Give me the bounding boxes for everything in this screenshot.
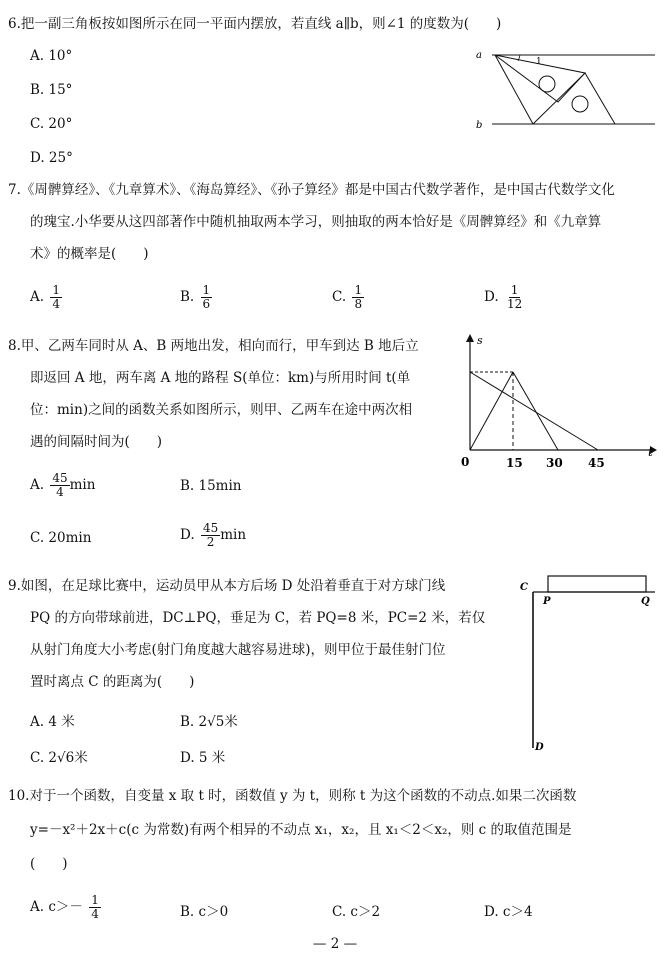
q9-label-c: C xyxy=(520,582,528,593)
q9-line3: 从射门角度大小考虑(射门角度越大越容易进球)，则甲位于最佳射门位 xyxy=(30,642,446,658)
q9-option-b: B. 2√5米 xyxy=(180,714,238,730)
q10-option-c: C. c＞2 xyxy=(332,904,381,920)
q10-option-d: D. c＞4 xyxy=(484,904,533,920)
q10-option-b: B. c＞0 xyxy=(180,904,229,920)
q10-line1: 10.对于一个函数，自变量 x 取 t 时，函数值 y 为 t，则称 t 为这个函数的不动点.如果二次函数 xyxy=(8,788,577,804)
q6-slant-line xyxy=(495,55,533,124)
q8-graph xyxy=(455,330,660,475)
q6-label-a: a xyxy=(476,50,482,61)
q10-option-a: A. c＞－ $\frac{1}{4}$ xyxy=(30,893,99,921)
q7-line1: 7.《周髀算经》、《九章算术》、《海岛算经》、《孙子算经》都是中国古代数学著作，是中国古代数学文化 xyxy=(8,182,615,198)
q6-option-d: D. 25° xyxy=(30,150,73,166)
q6-option-a: A. 10° xyxy=(30,48,73,64)
q7-option-a: A. $\frac{1}{4}$ xyxy=(30,283,60,311)
q8-origin-label: 0 xyxy=(461,455,470,469)
q8-tick-45: 45 xyxy=(588,456,605,470)
q8-line3: 位：min)之间的函数关系如图所示，则甲、乙两车在途中两次相 xyxy=(30,402,413,418)
q7-option-d: D. $\frac{1}{12}$ xyxy=(484,283,523,311)
q8-option-d: D. $\frac{45}{2}$ min xyxy=(180,521,247,549)
q6-option-c: C. 20° xyxy=(30,116,73,132)
q6-figure xyxy=(470,40,660,140)
q9-option-d: D. 5 米 xyxy=(180,750,226,766)
q9-line2: PQ 的方向带球前进，DC⊥PQ，垂足为 C，若 PQ=8 米，PC=2 米，若仅 xyxy=(30,610,486,626)
q7-option-b: B. $\frac{1}{6}$ xyxy=(180,283,211,311)
q6-label-b: b xyxy=(476,120,483,131)
q9-line4: 置时离点 C 的距离为( ) xyxy=(30,674,195,690)
q8-tick-30: 30 xyxy=(546,456,563,470)
q9-option-a: A. 4 米 xyxy=(30,714,75,730)
page-number: — 2 — xyxy=(312,936,358,952)
q10-line3: ( ) xyxy=(30,856,68,872)
q8-line4: 遇的间隔时间为( ) xyxy=(30,434,163,450)
q8-option-c: C. 20min xyxy=(30,530,92,546)
q8-s-label: s xyxy=(477,334,483,347)
q7-line2: 的瑰宝.小华要从这四部著作中随机抽取两本学习，则抽取的两本恰好是《周髀算经》和《九章算 xyxy=(30,214,602,230)
q9-line1: 9.如图，在足球比赛中，运动员甲从本方后场 D 处沿着垂直于对方球门线 xyxy=(8,578,446,594)
q6-stem: 6.把一副三角板按如图所示在同一平面内摆放，若直线 a∥b，则∠1 的度数为( ) xyxy=(8,16,502,32)
q8-option-b: B. 15min xyxy=(180,478,242,494)
q9-option-c: C. 2√6米 xyxy=(30,750,88,766)
q8-line1: 8.甲、乙两车同时从 A、B 两地出发，相向而行，甲车到达 B 地后立 xyxy=(8,338,419,354)
q7-option-c: C. $\frac{1}{8}$ xyxy=(332,283,363,311)
q10-line2: y=－x²＋2x＋c(c 为常数)有两个相异的不动点 x₁，x₂，且 x₁＜2＜x₂，则 c 的取值范围是 xyxy=(30,822,572,838)
q6-option-b: B. 15° xyxy=(30,82,73,98)
q9-figure xyxy=(515,570,660,755)
q8-option-a: A. $\frac{45}{4}$ min xyxy=(30,471,96,499)
q9-label-p: P xyxy=(543,596,551,607)
q9-label-q: Q xyxy=(641,596,650,607)
q8-tick-15: 15 xyxy=(506,456,523,470)
q6-label-angle: 1 xyxy=(536,57,542,67)
q7-line3: 术》的概率是( ) xyxy=(30,246,149,262)
q9-label-d: D xyxy=(535,742,544,753)
q8-line2: 即返回 A 地，两车离 A 地的路程 S(单位：km)与所用时间 t(单 xyxy=(30,370,411,386)
q8-t-label: t xyxy=(648,445,653,459)
